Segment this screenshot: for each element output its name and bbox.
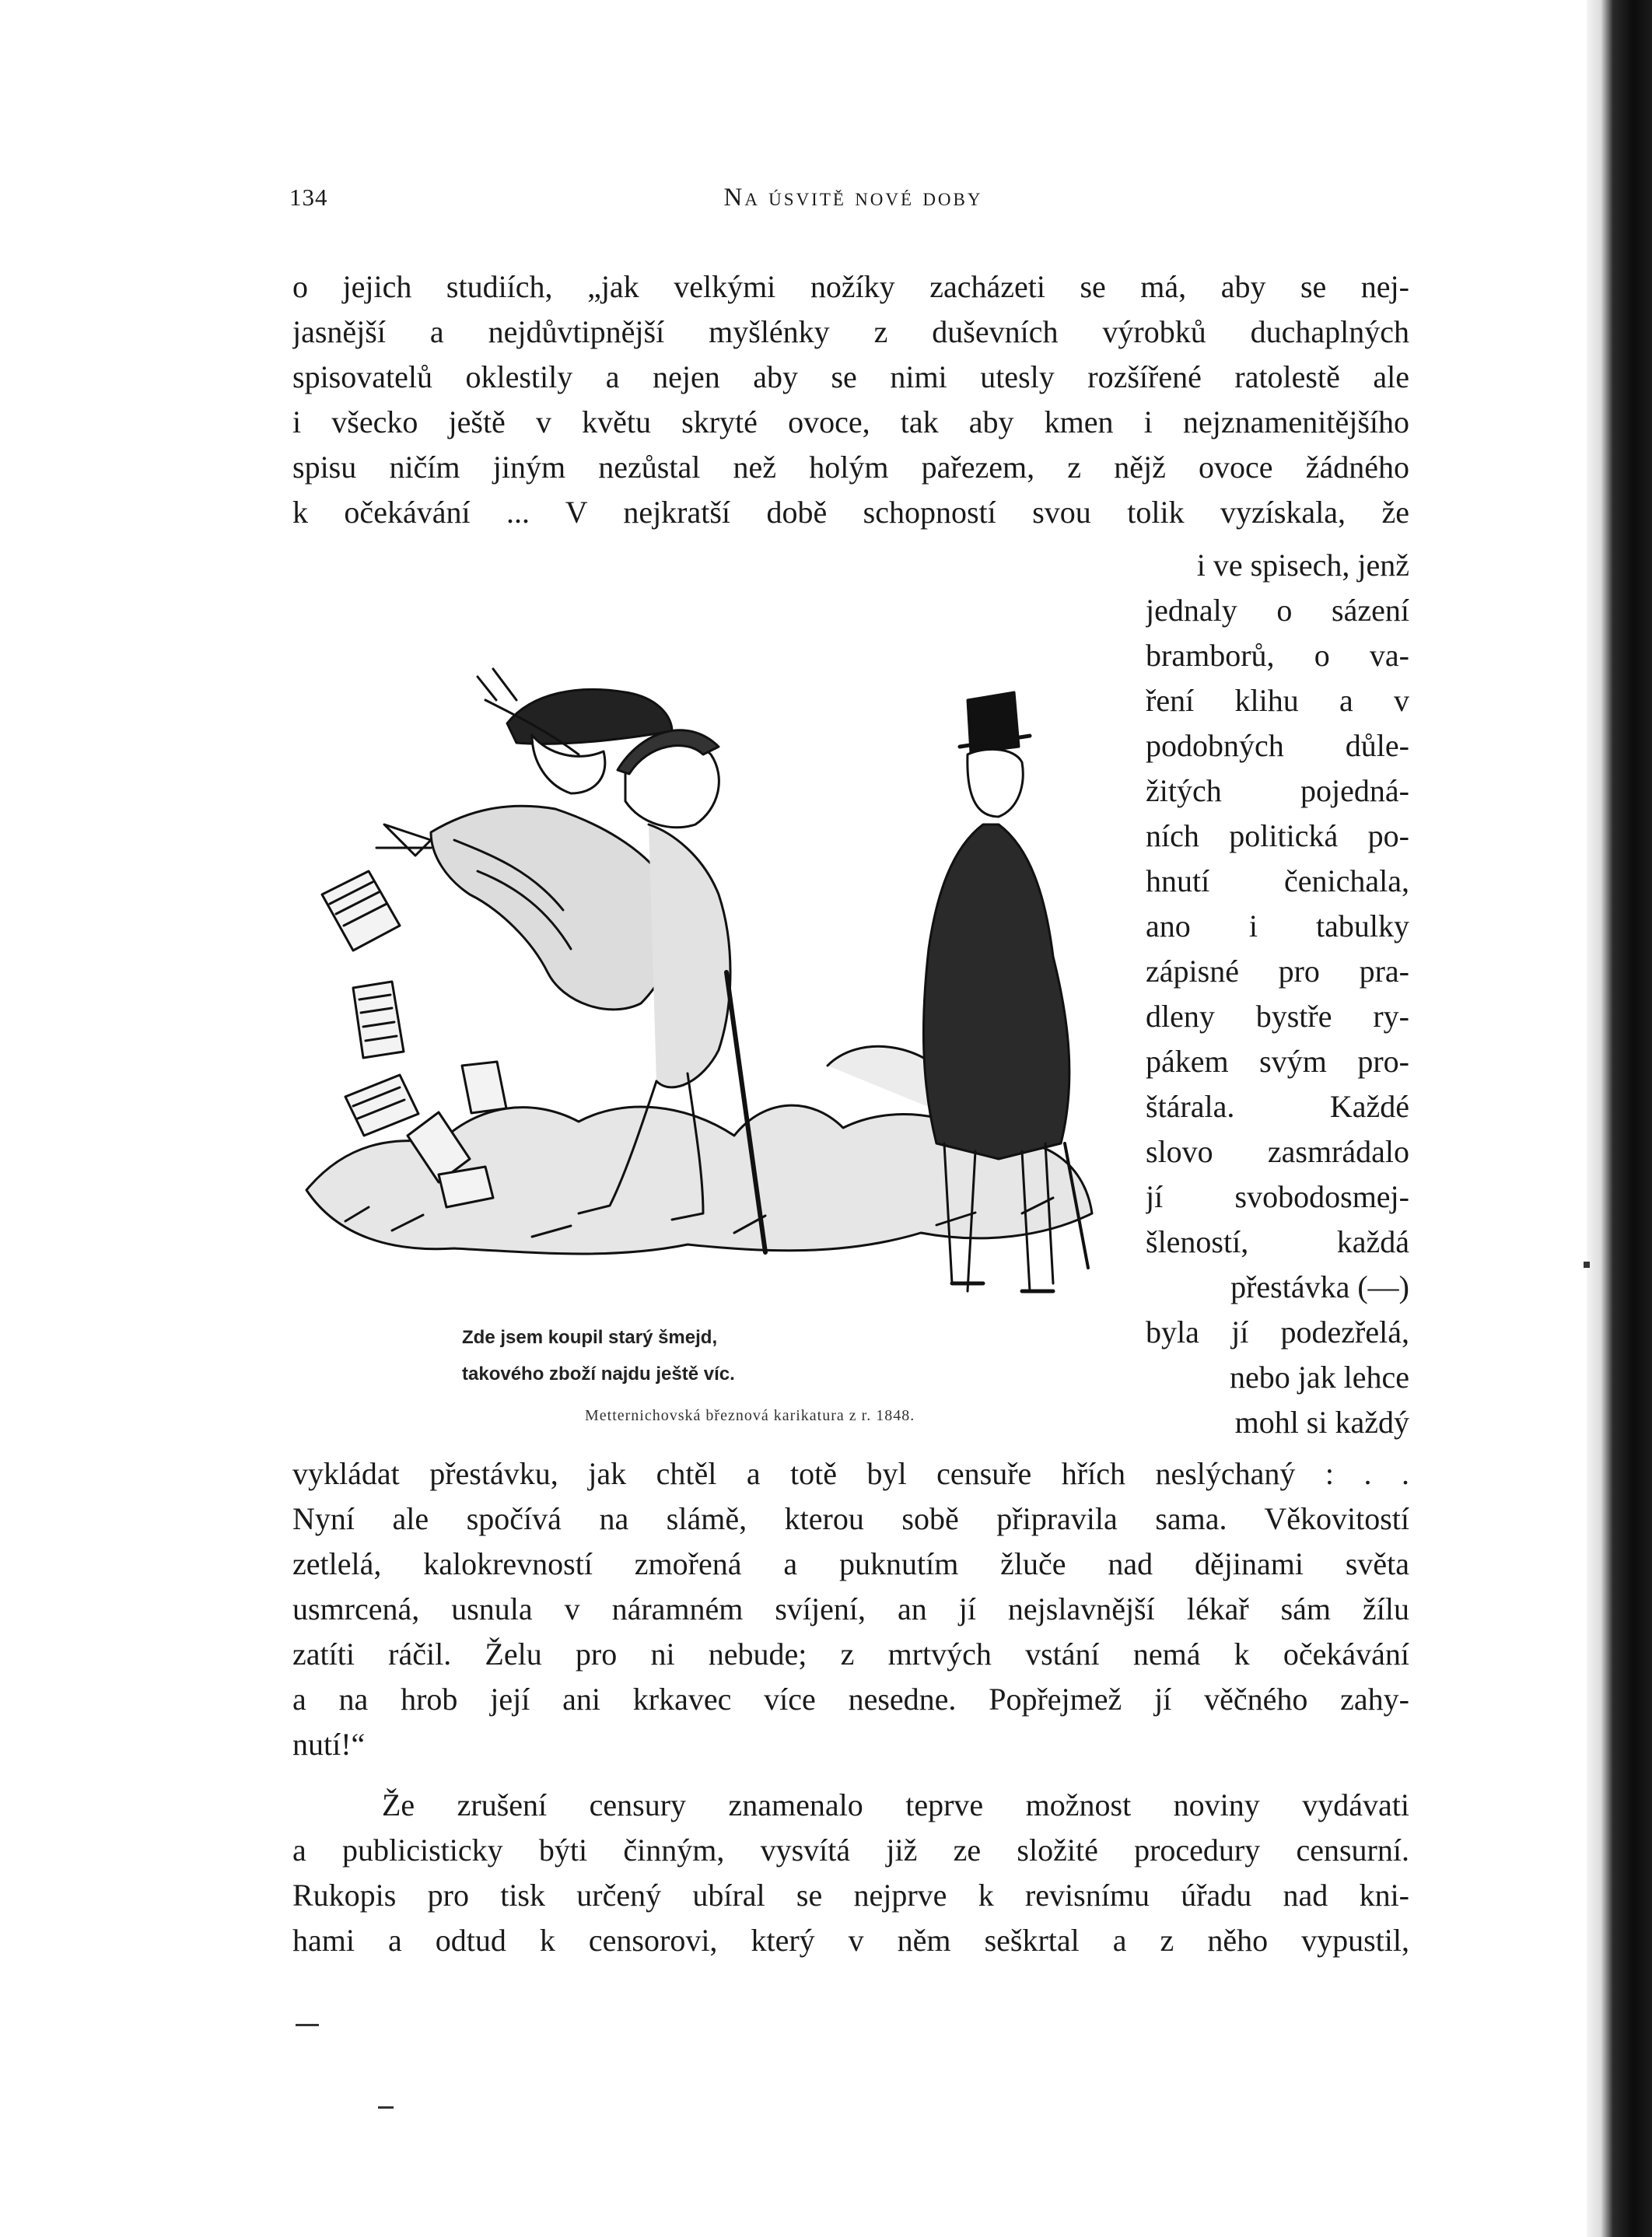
caricature-illustration xyxy=(299,599,1108,1307)
figure-caption-line: Zde jsem koupil starý šmejd, xyxy=(462,1327,718,1348)
running-title: Na úsvitě nové doby xyxy=(723,184,983,212)
side-text-line: štárala. Každé xyxy=(1146,1089,1409,1124)
text-line: zetlelá, kalokrevností zmořená a puknutím žluče nad dějinami světa xyxy=(292,1546,1409,1581)
text-line: usmrcená, usnula v náramném svíjení, an jí nejslavnější lékař sám žílu xyxy=(292,1591,1409,1626)
text-line: spisovatelů oklestily a nejen aby se nimi utesly rozšířené ratolestě ale xyxy=(292,359,1409,394)
side-text-line: šleností, každá xyxy=(1146,1224,1409,1259)
figure-caption-line: takového zboží najdu ještě víc. xyxy=(462,1364,735,1385)
side-text-line: nebo jak lehce xyxy=(1230,1360,1409,1395)
side-text-line: podobných důle- xyxy=(1146,728,1409,763)
figure-credit: Metternichovská březnová karikatura z r. 1848. xyxy=(585,1407,915,1424)
side-text-line: ních politická po- xyxy=(1146,818,1409,853)
scan-speck xyxy=(296,2024,319,2026)
side-text-line: i ve spisech, jenž xyxy=(1196,548,1409,583)
side-text-line: slovo zasmrádalo xyxy=(1146,1134,1409,1169)
text-line: o jejich studiích, „jak velkými nožíky zacházeti se má, aby se nej- xyxy=(292,269,1409,304)
text-line: spisu ničím jiným nezůstal než holým pařezem, z nějž ovoce žádného xyxy=(292,450,1409,485)
text-line: k očekávání ... V nejkratší době schopností svou tolik vyzískala, že xyxy=(292,495,1409,530)
text-line: nutí!“ xyxy=(292,1727,366,1762)
side-text-line: zápisné pro pra- xyxy=(1146,954,1409,989)
text-line: Že zrušení censury znamenalo teprve možnost noviny vydávati xyxy=(382,1787,1409,1822)
scan-page-edge xyxy=(1587,0,1652,2237)
text-line: Rukopis pro tisk určený ubíral se nejprve k revisnímu úřadu nad kni- xyxy=(292,1878,1409,1913)
text-line: i všecko ještě v květu skryté ovoce, tak aby kmen i nejznamenitějšího xyxy=(292,404,1409,439)
side-text-line: jí svobodosmej- xyxy=(1146,1179,1409,1214)
text-line: vykládat přestávku, jak chtěl a totě byl censuře hřích neslýchaný : . . xyxy=(292,1456,1409,1491)
scan-speck xyxy=(378,2106,394,2109)
side-text-line: jednaly o sázení xyxy=(1146,593,1409,628)
scan-speck xyxy=(1584,1262,1590,1268)
side-text-line: byla jí podezřelá, xyxy=(1146,1315,1409,1350)
side-text-line: mohl si každý xyxy=(1234,1405,1409,1440)
side-text-line: ano i tabulky xyxy=(1146,908,1409,943)
side-text-line: dleny bystře ry- xyxy=(1146,999,1409,1034)
side-text-line: pákem svým pro- xyxy=(1146,1044,1409,1079)
running-head xyxy=(289,184,1417,230)
side-text-line: ření klihu a v xyxy=(1146,683,1409,718)
side-text-line: hnutí čenichala, xyxy=(1146,863,1409,898)
text-line: hami a odtud k censorovi, který v něm seškrtal a z něho vypustil, xyxy=(292,1923,1409,1958)
side-text-line: žitých pojedná- xyxy=(1146,773,1409,808)
text-line: jasnější a nejdůvtipnější myšlénky z duševních výrobků duchaplných xyxy=(292,314,1409,349)
side-text-line: přestávka (—) xyxy=(1230,1269,1409,1304)
text-line: a publicisticky býti činným, vysvítá již ze složité procedury censurní. xyxy=(292,1833,1409,1868)
text-line: a na hrob její ani krkavec více nesedne. Popřejmež jí věčného zahy- xyxy=(292,1682,1409,1717)
text-line: Nyní ale spočívá na slámě, kterou sobě připravila sama. Věkovitostí xyxy=(292,1501,1409,1536)
side-text-line: bramborů, o va- xyxy=(1146,638,1409,673)
page-number: 134 xyxy=(289,184,328,211)
text-line: zatíti ráčil. Želu pro ni nebude; z mrtvých vstání nemá k očekávání xyxy=(292,1637,1409,1672)
